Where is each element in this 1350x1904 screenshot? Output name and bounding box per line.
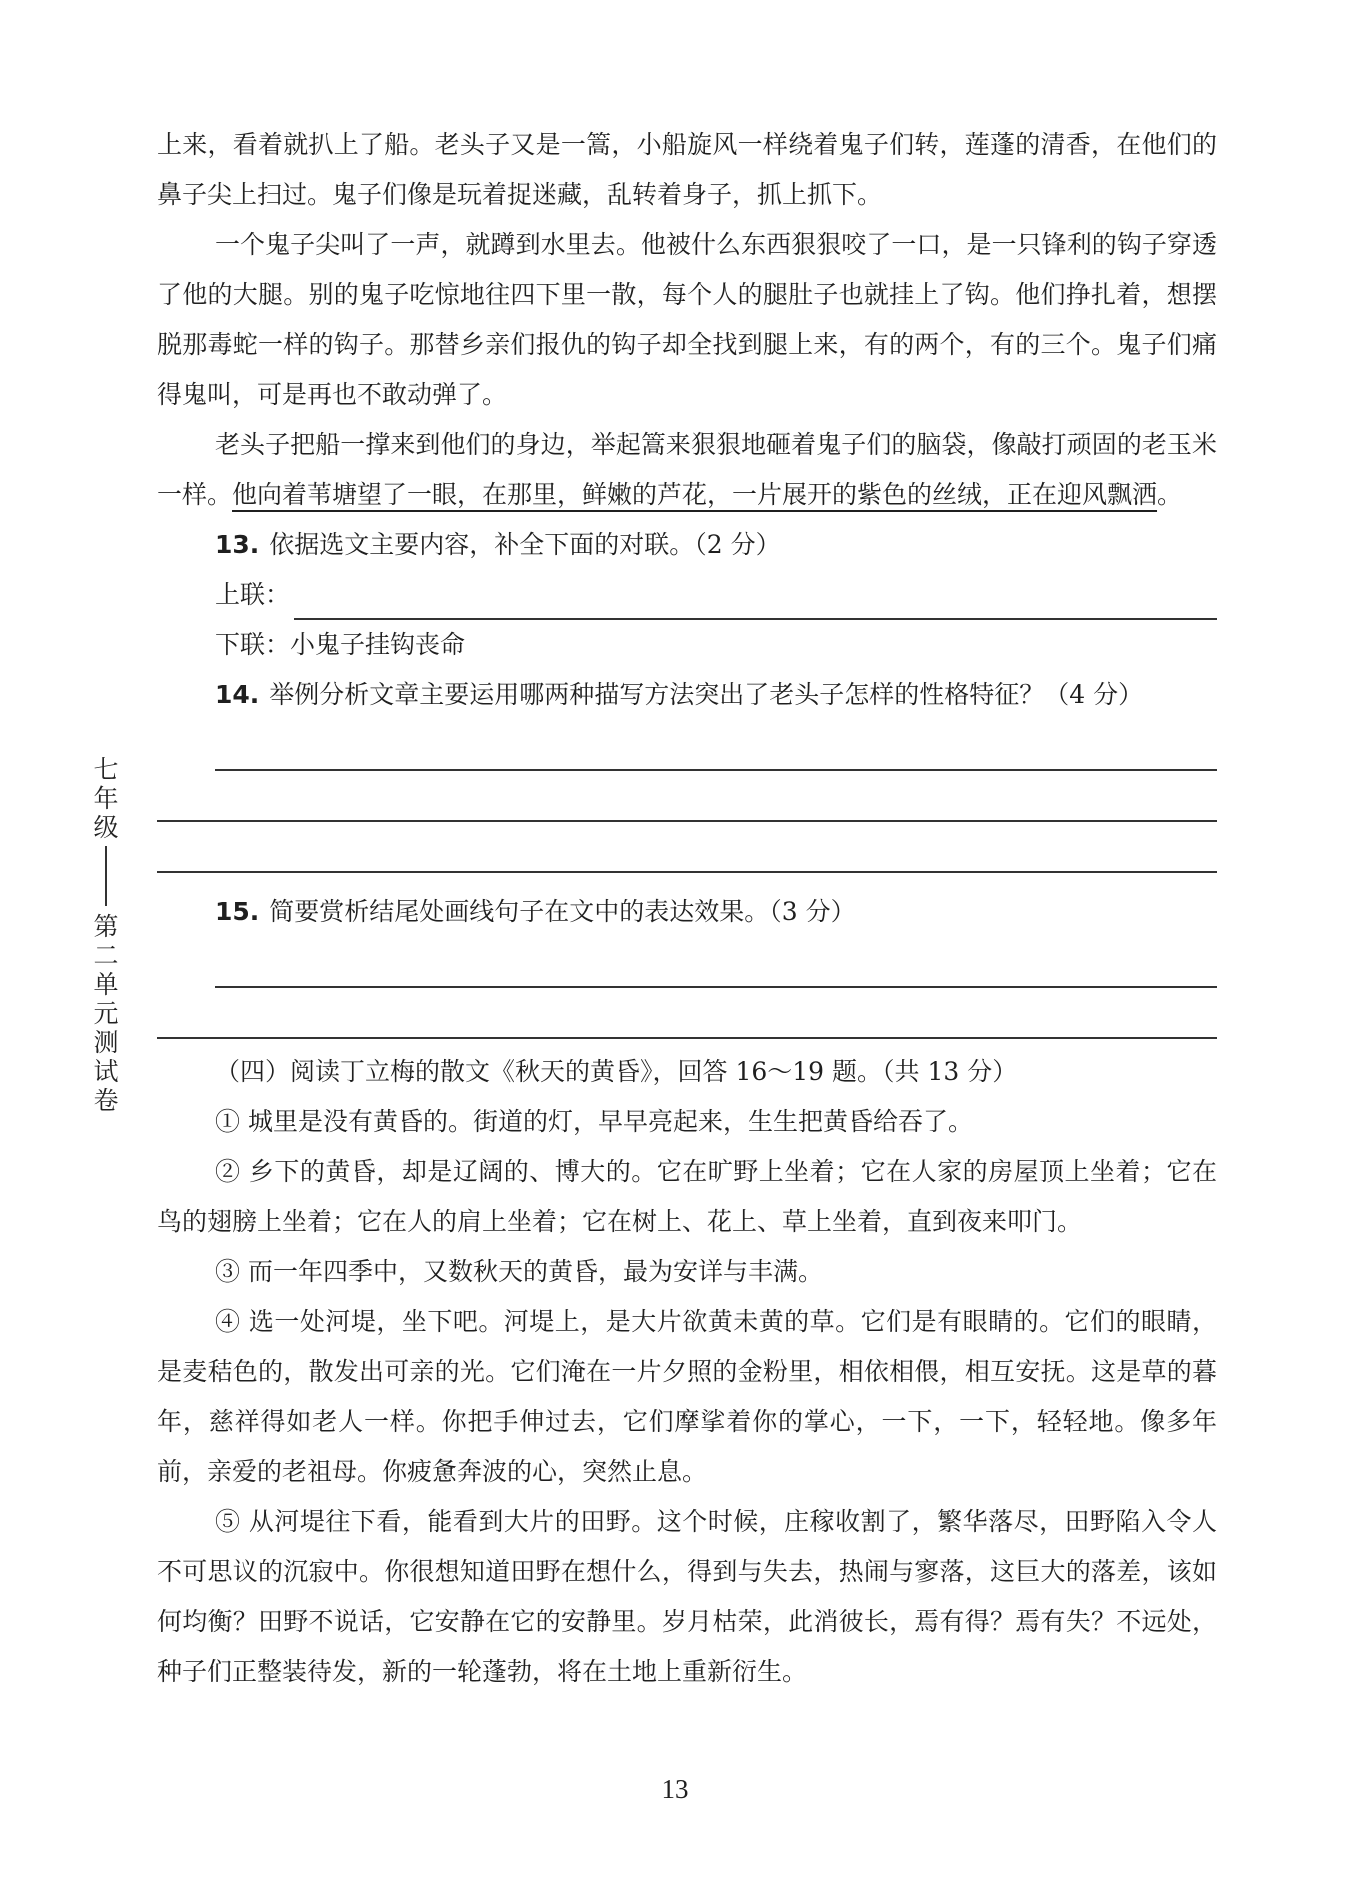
essay-paragraph: ③ 而一年四季中，又数秋天的黄昏，最为安详与丰满。 xyxy=(215,1257,823,1286)
sidebar-char: 试 xyxy=(93,1057,119,1086)
sidebar-label xyxy=(86,755,126,1115)
question-15 xyxy=(157,887,1217,937)
question-text: 简要赏析结尾处画线句子在文中的表达效果。（3 分） xyxy=(269,897,856,926)
story-paragraph: 一个鬼子尖叫了一声，就蹲到水里去。他被什么东西狠狠咬了一口，是一只锋利的钩子穿透了他的大腿。别的鬼子吃惊地往四下里一散，每个人的腿肚子也就挂上了钩。他们挣扎着，想摆脱那毒蛇一样的钩子。那替乡亲们报仇的钩子却全找到腿上来，有的两个，有的三个。鬼子们痛得鬼叫，可是再也不敢动弹了。 xyxy=(157,230,1217,409)
story-text: 。 xyxy=(1157,480,1183,509)
sidebar-char: 测 xyxy=(93,1028,119,1057)
essay-paragraph: ② 乡下的黄昏，却是辽阔的、博大的。它在旷野上坐着；它在人家的房屋顶上坐着；它在鸟的翅膀上坐着；它在人的肩上坐着；它在树上、花上、草上坐着，直到夜来叩门。 xyxy=(157,1157,1217,1236)
question-text: 依据选文主要内容，补全下面的对联。（2 分） xyxy=(269,530,781,559)
sidebar-char: 年 xyxy=(93,784,119,813)
couplet-lower: 下联：小鬼子挂钩丧命 xyxy=(215,630,466,659)
story-text: 老头子把船一撑来到他们的身边，举起篙来狠狠地砸着鬼子们的脑袋，像敲打顽固的老玉米一样。 xyxy=(157,430,1217,509)
essay-paragraph: ⑤ 从河堤往下看，能看到大片的田野。这个时候，庄稼收割了，繁华落尽，田野陷入令人不可思议的沉寂中。你很想知道田野在想什么，得到与失去，热闹与寥落，这巨大的落差，该如何均衡？田野不说话，它安静在它的安静里。岁月枯荣，此消彼长，焉有得？焉有失？不远处，种子们正整装待发，新的一轮蓬勃，将在土地上重新衍生。 xyxy=(157,1507,1217,1686)
main-content xyxy=(157,120,1217,1697)
couplet-upper xyxy=(157,570,1217,620)
answer-line[interactable] xyxy=(215,937,1217,988)
story-paragraph-ending xyxy=(157,420,1217,520)
question-text: 举例分析文章主要运用哪两种描写方法突出了老头子怎样的性格特征？（4 分） xyxy=(269,680,1144,709)
story-paragraph: 上来，看着就扒上了船。老头子又是一篙，小船旋风一样绕着鬼子们转，莲蓬的清香，在他们的鼻子尖上扫过。鬼子们像是玩着捉迷藏，乱转着身子，抓上抓下。 xyxy=(157,130,1217,209)
sidebar-char: 卷 xyxy=(93,1086,119,1115)
sidebar-char: 七 xyxy=(93,755,119,784)
question-number: 15. xyxy=(215,897,260,926)
question-14 xyxy=(157,670,1217,720)
answer-blank[interactable] xyxy=(294,584,1217,620)
section-heading: （四）阅读丁立梅的散文《秋天的黄昏》，回答 16～19 题。（共 13 分） xyxy=(215,1057,1018,1086)
question-number: 13. xyxy=(215,530,260,559)
sidebar-char: 二 xyxy=(93,941,119,970)
essay-paragraph: ① 城里是没有黄昏的。街道的灯，早早亮起来，生生把黄昏给吞了。 xyxy=(215,1107,973,1136)
sidebar-char: 单 xyxy=(93,970,119,999)
answer-line[interactable] xyxy=(215,720,1217,771)
couplet-upper-label: 上联： xyxy=(215,580,291,609)
answer-line[interactable] xyxy=(157,988,1217,1039)
question-number: 14. xyxy=(215,680,260,709)
sidebar-char: 级 xyxy=(93,813,119,842)
question-13 xyxy=(157,520,1217,570)
sidebar-char: 元 xyxy=(93,999,119,1028)
underlined-sentence: 他向着苇塘望了一眼，在那里，鲜嫩的芦花，一片展开的紫色的丝绒，正在迎风飘洒 xyxy=(232,480,1158,509)
page-number: 13 xyxy=(661,1774,689,1804)
sidebar-char: 第 xyxy=(93,912,119,941)
essay-paragraph: ④ 选一处河堤，坐下吧。河堤上，是大片欲黄未黄的草。它们是有眼睛的。它们的眼睛，是麦秸色的，散发出可亲的光。它们淹在一片夕照的金粉里，相依相偎，相互安抚。这是草的暮年，慈祥得如老人一样。你把手伸过去，它们摩挲着你的掌心，一下，一下，轻轻地。像多年前，亲爱的老祖母。你疲惫奔波的心，突然止息。 xyxy=(157,1307,1217,1486)
answer-line[interactable] xyxy=(157,771,1217,822)
sidebar-divider xyxy=(105,846,107,906)
answer-line[interactable] xyxy=(157,822,1217,873)
